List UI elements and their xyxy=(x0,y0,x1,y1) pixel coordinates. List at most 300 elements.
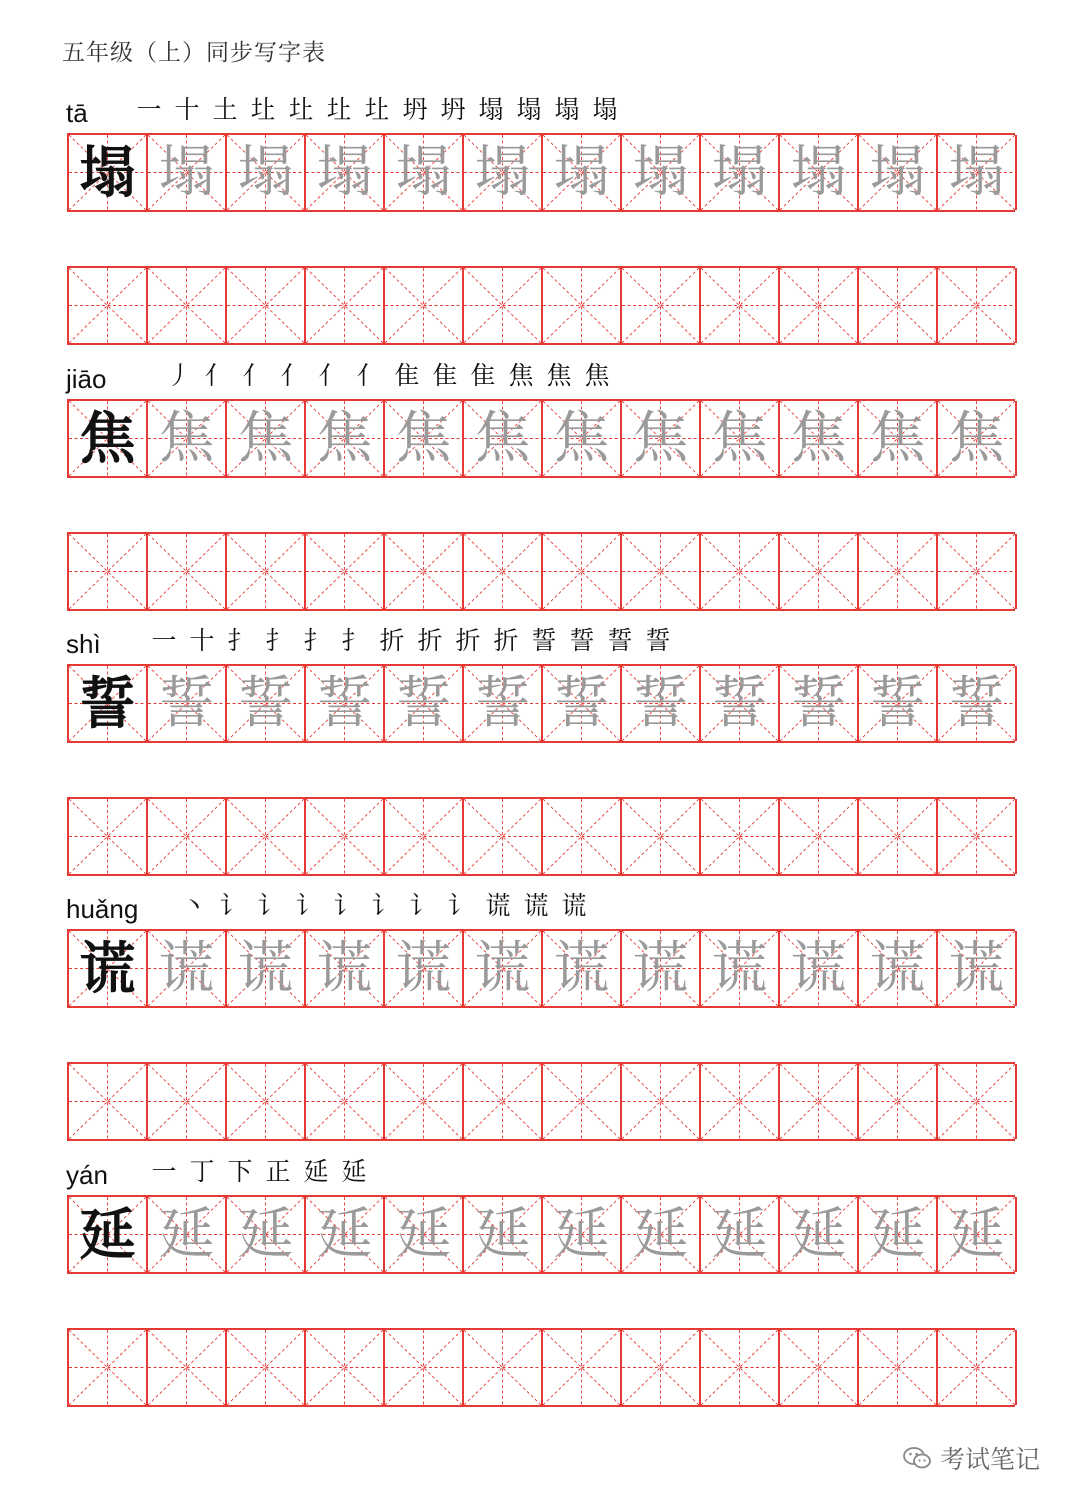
trace-character: 塌 xyxy=(553,139,610,205)
practice-cell[interactable] xyxy=(622,1064,701,1139)
trace-character: 延 xyxy=(316,1201,373,1267)
trace-cell[interactable] xyxy=(306,1197,385,1272)
trace-cell[interactable] xyxy=(859,1197,938,1272)
stroke-step xyxy=(312,358,350,394)
practice-cell[interactable] xyxy=(622,268,701,343)
practice-cell[interactable] xyxy=(543,799,622,874)
trace-cell[interactable] xyxy=(780,135,859,210)
grid-guide-lines xyxy=(622,268,699,343)
trace-character: 谎 xyxy=(553,935,610,1001)
stroke-step-glyph: 坍 xyxy=(440,95,466,124)
grid-guide-lines xyxy=(859,1064,936,1139)
trace-character: 塌 xyxy=(316,139,373,205)
grid-guide-lines xyxy=(464,268,541,343)
practice-cell[interactable] xyxy=(701,534,780,609)
practice-cell[interactable] xyxy=(227,799,306,874)
trace-character: 延 xyxy=(711,1201,768,1267)
stroke-step xyxy=(145,1154,183,1190)
trace-character: 塌 xyxy=(395,139,452,205)
stroke-step-glyph: 隹 xyxy=(470,361,496,390)
grid-guide-lines xyxy=(385,799,462,874)
grid-guide-lines xyxy=(464,1064,541,1139)
stroke-step xyxy=(198,358,236,394)
practice-cell[interactable] xyxy=(859,1064,938,1139)
stroke-step-glyph: 土 xyxy=(212,95,238,124)
practice-cell[interactable] xyxy=(69,1330,148,1405)
grid-guide-lines xyxy=(227,799,304,874)
model-cell[interactable] xyxy=(69,401,148,476)
pinyin-label: yán xyxy=(66,1160,108,1190)
trace-character: 誓 xyxy=(395,670,452,736)
trace-cell[interactable] xyxy=(148,666,227,741)
practice-cell[interactable] xyxy=(306,534,385,609)
stroke-step-glyph: 一 xyxy=(136,95,162,124)
stroke-step-glyph: 折 xyxy=(455,626,481,655)
trace-cell[interactable] xyxy=(780,401,859,476)
practice-cell[interactable] xyxy=(780,799,859,874)
grid-guide-lines xyxy=(938,1064,1015,1139)
pinyin-label: jiāo xyxy=(66,364,107,394)
stroke-step xyxy=(479,888,517,924)
practice-cell[interactable] xyxy=(464,268,543,343)
stroke-step-glyph: 圵 xyxy=(250,95,276,124)
practice-cell[interactable] xyxy=(938,1064,1017,1139)
grid-guide-lines xyxy=(701,1064,778,1139)
practice-cell[interactable] xyxy=(464,1064,543,1139)
grid-guide-lines xyxy=(227,1064,304,1139)
practice-cell[interactable] xyxy=(780,1064,859,1139)
grid-guide-lines xyxy=(306,1064,383,1139)
stroke-step xyxy=(282,92,320,128)
stroke-step-glyph: 丶 xyxy=(181,891,207,920)
trace-cell[interactable] xyxy=(543,1197,622,1272)
grid-guide-lines xyxy=(385,1064,462,1139)
trace-character: 延 xyxy=(158,1201,215,1267)
stroke-step-glyph: 下 xyxy=(227,1157,253,1186)
practice-cell[interactable] xyxy=(701,268,780,343)
stroke-step-glyph: 焦 xyxy=(508,361,534,390)
stroke-step-glyph: 扌 xyxy=(341,626,367,655)
practice-cell[interactable] xyxy=(780,1330,859,1405)
trace-cell[interactable] xyxy=(306,401,385,476)
trace-cell[interactable] xyxy=(464,931,543,1006)
trace-character: 延 xyxy=(948,1201,1005,1267)
trace-cell[interactable] xyxy=(543,135,622,210)
stroke-step-glyph: 焦 xyxy=(546,361,572,390)
practice-cell[interactable] xyxy=(69,534,148,609)
stroke-step-glyph: 塌 xyxy=(478,95,504,124)
practice-cell[interactable] xyxy=(859,799,938,874)
pinyin-label: shì xyxy=(66,629,101,659)
trace-cell[interactable] xyxy=(385,666,464,741)
trace-cell[interactable] xyxy=(859,931,938,1006)
stroke-step-glyph: 讠 xyxy=(371,891,397,920)
trace-cell[interactable] xyxy=(306,931,385,1006)
trace-row xyxy=(67,929,1015,1008)
practice-cell[interactable] xyxy=(385,268,464,343)
stroke-step xyxy=(274,358,312,394)
grid-guide-lines xyxy=(859,799,936,874)
stroke-step xyxy=(441,888,479,924)
stroke-step-glyph: 圵 xyxy=(288,95,314,124)
grid-guide-lines xyxy=(859,534,936,609)
stroke-step-glyph: 一 xyxy=(151,626,177,655)
trace-character: 誓 xyxy=(632,670,689,736)
stroke-step-glyph: 亻 xyxy=(356,361,382,390)
trace-cell[interactable] xyxy=(701,135,780,210)
stroke-step-glyph: 誓 xyxy=(645,626,671,655)
trace-cell[interactable] xyxy=(701,931,780,1006)
practice-cell[interactable] xyxy=(464,1330,543,1405)
stroke-step xyxy=(434,92,472,128)
stroke-step xyxy=(145,623,183,659)
model-cell[interactable] xyxy=(69,135,148,210)
trace-cell[interactable] xyxy=(385,931,464,1006)
page-title: 五年级（上）同步写字表 xyxy=(62,40,326,66)
stroke-step xyxy=(297,1154,335,1190)
trace-cell[interactable] xyxy=(464,666,543,741)
stroke-step-glyph: 坍 xyxy=(402,95,428,124)
stroke-order xyxy=(145,1154,373,1190)
stroke-step xyxy=(358,92,396,128)
practice-cell[interactable] xyxy=(69,268,148,343)
practice-cell[interactable] xyxy=(780,534,859,609)
model-cell[interactable] xyxy=(69,1197,148,1272)
practice-row xyxy=(67,1328,1015,1407)
grid-guide-lines xyxy=(938,799,1015,874)
trace-character: 焦 xyxy=(395,405,452,471)
practice-cell[interactable] xyxy=(227,268,306,343)
trace-character: 誓 xyxy=(474,670,531,736)
practice-cell[interactable] xyxy=(622,534,701,609)
stroke-step-glyph: 折 xyxy=(417,626,443,655)
trace-character: 焦 xyxy=(158,405,215,471)
stroke-step xyxy=(221,623,259,659)
trace-cell[interactable] xyxy=(385,401,464,476)
stroke-step xyxy=(175,888,213,924)
grid-guide-lines xyxy=(780,1064,857,1139)
stroke-step-glyph: 扌 xyxy=(303,626,329,655)
trace-character: 誓 xyxy=(869,670,926,736)
grid-guide-lines xyxy=(385,268,462,343)
stroke-step-glyph: 誓 xyxy=(531,626,557,655)
stroke-step xyxy=(335,623,373,659)
grid-guide-lines xyxy=(622,534,699,609)
practice-cell[interactable] xyxy=(938,268,1017,343)
trace-row xyxy=(67,133,1015,212)
practice-cell[interactable] xyxy=(69,799,148,874)
grid-guide-lines xyxy=(306,1330,383,1405)
practice-cell[interactable] xyxy=(69,1064,148,1139)
trace-cell[interactable] xyxy=(543,666,622,741)
practice-cell[interactable] xyxy=(464,534,543,609)
practice-cell[interactable] xyxy=(148,799,227,874)
practice-cell[interactable] xyxy=(148,1330,227,1405)
trace-row xyxy=(67,1195,1015,1274)
practice-cell[interactable] xyxy=(148,1064,227,1139)
grid-guide-lines xyxy=(622,1064,699,1139)
trace-character: 誓 xyxy=(948,670,1005,736)
stroke-step-glyph: 十 xyxy=(189,626,215,655)
practice-cell[interactable] xyxy=(385,534,464,609)
stroke-step xyxy=(221,1154,259,1190)
stroke-step-glyph: 谎 xyxy=(523,891,549,920)
stroke-step-glyph: 讠 xyxy=(333,891,359,920)
practice-cell[interactable] xyxy=(543,534,622,609)
trace-cell[interactable] xyxy=(938,401,1017,476)
trace-character: 延 xyxy=(237,1201,294,1267)
stroke-step xyxy=(327,888,365,924)
practice-row xyxy=(67,266,1015,345)
trace-character: 塌 xyxy=(158,139,215,205)
stroke-step-glyph: 谎 xyxy=(561,891,587,920)
practice-cell[interactable] xyxy=(385,799,464,874)
trace-character: 谎 xyxy=(869,935,926,1001)
stroke-order xyxy=(175,888,593,924)
grid-guide-lines xyxy=(780,1330,857,1405)
trace-character: 谎 xyxy=(395,935,452,1001)
grid-guide-lines xyxy=(780,534,857,609)
trace-cell[interactable] xyxy=(148,1197,227,1272)
grid-guide-lines xyxy=(543,534,620,609)
trace-cell[interactable] xyxy=(859,666,938,741)
grid-guide-lines xyxy=(938,534,1015,609)
trace-character: 延 xyxy=(474,1201,531,1267)
grid-guide-lines xyxy=(385,534,462,609)
stroke-step-glyph: 亻 xyxy=(242,361,268,390)
practice-cell[interactable] xyxy=(938,1330,1017,1405)
trace-cell[interactable] xyxy=(464,401,543,476)
character-section xyxy=(0,92,1080,358)
trace-cell[interactable] xyxy=(938,135,1017,210)
trace-cell[interactable] xyxy=(227,401,306,476)
trace-character: 谎 xyxy=(316,935,373,1001)
stroke-step-glyph: 隹 xyxy=(394,361,420,390)
practice-cell[interactable] xyxy=(306,268,385,343)
stroke-step-glyph: 塌 xyxy=(592,95,618,124)
practice-cell[interactable] xyxy=(385,1330,464,1405)
stroke-step xyxy=(411,623,449,659)
trace-character: 延 xyxy=(869,1201,926,1267)
character-section xyxy=(0,888,1080,1154)
practice-cell[interactable] xyxy=(938,534,1017,609)
grid-guide-lines xyxy=(148,1064,225,1139)
practice-cell[interactable] xyxy=(622,799,701,874)
stroke-step xyxy=(320,92,358,128)
practice-cell[interactable] xyxy=(227,534,306,609)
stroke-step xyxy=(639,623,677,659)
stroke-step xyxy=(403,888,441,924)
trace-cell[interactable] xyxy=(306,666,385,741)
practice-row xyxy=(67,1062,1015,1141)
stroke-step xyxy=(236,358,274,394)
stroke-step xyxy=(525,623,563,659)
pinyin-label: tā xyxy=(66,98,88,128)
practice-cell[interactable] xyxy=(701,1064,780,1139)
model-character: 焦 xyxy=(79,405,136,472)
trace-cell[interactable] xyxy=(622,135,701,210)
trace-character: 延 xyxy=(553,1201,610,1267)
stroke-step xyxy=(426,358,464,394)
stroke-step-glyph: 折 xyxy=(493,626,519,655)
trace-cell[interactable] xyxy=(780,1197,859,1272)
trace-cell[interactable] xyxy=(622,1197,701,1272)
trace-cell[interactable] xyxy=(148,135,227,210)
stroke-step xyxy=(244,92,282,128)
trace-cell[interactable] xyxy=(385,135,464,210)
stroke-step-glyph: 谎 xyxy=(485,891,511,920)
trace-cell[interactable] xyxy=(859,135,938,210)
grid-guide-lines xyxy=(701,534,778,609)
practice-cell[interactable] xyxy=(306,1064,385,1139)
practice-cell[interactable] xyxy=(306,799,385,874)
practice-cell[interactable] xyxy=(543,268,622,343)
model-cell[interactable] xyxy=(69,931,148,1006)
trace-cell[interactable] xyxy=(938,1197,1017,1272)
trace-cell[interactable] xyxy=(701,666,780,741)
trace-character: 谎 xyxy=(158,935,215,1001)
stroke-step-glyph: 讠 xyxy=(219,891,245,920)
character-section xyxy=(0,358,1080,624)
stroke-step xyxy=(472,92,510,128)
stroke-step xyxy=(563,623,601,659)
grid-guide-lines xyxy=(464,1330,541,1405)
practice-cell[interactable] xyxy=(701,1330,780,1405)
grid-guide-lines xyxy=(622,1330,699,1405)
trace-character: 誓 xyxy=(237,670,294,736)
grid-guide-lines xyxy=(227,534,304,609)
grid-guide-lines xyxy=(227,268,304,343)
trace-cell[interactable] xyxy=(306,135,385,210)
practice-cell[interactable] xyxy=(227,1064,306,1139)
trace-character: 谎 xyxy=(948,935,1005,1001)
stroke-step xyxy=(388,358,426,394)
stroke-step-glyph: 誓 xyxy=(607,626,633,655)
trace-cell[interactable] xyxy=(148,401,227,476)
grid-guide-lines xyxy=(701,268,778,343)
practice-cell[interactable] xyxy=(464,799,543,874)
stroke-step xyxy=(540,358,578,394)
trace-cell[interactable] xyxy=(780,666,859,741)
stroke-step-glyph: 塌 xyxy=(516,95,542,124)
trace-cell[interactable] xyxy=(148,931,227,1006)
trace-cell[interactable] xyxy=(464,135,543,210)
trace-character: 谎 xyxy=(632,935,689,1001)
trace-cell[interactable] xyxy=(701,401,780,476)
stroke-order xyxy=(130,92,624,128)
practice-cell[interactable] xyxy=(148,268,227,343)
trace-cell[interactable] xyxy=(622,401,701,476)
stroke-step-glyph: 一 xyxy=(151,1157,177,1186)
practice-cell[interactable] xyxy=(543,1330,622,1405)
wechat-icon xyxy=(902,1445,932,1471)
trace-cell[interactable] xyxy=(227,135,306,210)
practice-cell[interactable] xyxy=(385,1064,464,1139)
trace-cell[interactable] xyxy=(227,666,306,741)
practice-cell[interactable] xyxy=(938,799,1017,874)
trace-cell[interactable] xyxy=(227,931,306,1006)
pinyin-label: huǎng xyxy=(66,894,139,924)
practice-cell[interactable] xyxy=(622,1330,701,1405)
trace-cell[interactable] xyxy=(227,1197,306,1272)
stroke-step-glyph: 亻 xyxy=(280,361,306,390)
stroke-step-glyph: 讠 xyxy=(295,891,321,920)
grid-guide-lines xyxy=(69,1064,146,1139)
trace-cell[interactable] xyxy=(701,1197,780,1272)
practice-cell[interactable] xyxy=(859,268,938,343)
model-cell[interactable] xyxy=(69,666,148,741)
trace-character: 塌 xyxy=(474,139,531,205)
practice-cell[interactable] xyxy=(859,534,938,609)
trace-cell[interactable] xyxy=(938,666,1017,741)
stroke-step-glyph: 折 xyxy=(379,626,405,655)
stroke-step xyxy=(160,358,198,394)
trace-cell[interactable] xyxy=(464,1197,543,1272)
trace-cell[interactable] xyxy=(543,931,622,1006)
grid-guide-lines xyxy=(227,1330,304,1405)
stroke-step xyxy=(350,358,388,394)
watermark xyxy=(902,1440,1040,1476)
trace-character: 谎 xyxy=(237,935,294,1001)
trace-cell[interactable] xyxy=(622,666,701,741)
stroke-step xyxy=(168,92,206,128)
grid-guide-lines xyxy=(859,268,936,343)
trace-row xyxy=(67,664,1015,743)
stroke-step-glyph: 隹 xyxy=(432,361,458,390)
character-section xyxy=(0,623,1080,889)
grid-guide-lines xyxy=(69,534,146,609)
stroke-step xyxy=(517,888,555,924)
stroke-order xyxy=(160,358,616,394)
trace-cell[interactable] xyxy=(780,931,859,1006)
trace-cell[interactable] xyxy=(859,401,938,476)
stroke-step xyxy=(578,358,616,394)
trace-character: 誓 xyxy=(316,670,373,736)
practice-cell[interactable] xyxy=(148,534,227,609)
grid-guide-lines xyxy=(306,268,383,343)
grid-guide-lines xyxy=(69,1330,146,1405)
stroke-step xyxy=(213,888,251,924)
practice-cell[interactable] xyxy=(227,1330,306,1405)
stroke-step xyxy=(449,623,487,659)
trace-character: 谎 xyxy=(474,935,531,1001)
trace-cell[interactable] xyxy=(938,931,1017,1006)
practice-cell[interactable] xyxy=(859,1330,938,1405)
trace-cell[interactable] xyxy=(543,401,622,476)
practice-cell[interactable] xyxy=(543,1064,622,1139)
practice-row xyxy=(67,532,1015,611)
stroke-step xyxy=(289,888,327,924)
trace-cell[interactable] xyxy=(622,931,701,1006)
watermark-text: 考试笔记 xyxy=(939,1445,1040,1474)
grid-guide-lines xyxy=(543,1330,620,1405)
trace-character: 焦 xyxy=(869,405,926,471)
stroke-step xyxy=(601,623,639,659)
practice-cell[interactable] xyxy=(701,799,780,874)
trace-character: 延 xyxy=(395,1201,452,1267)
trace-character: 誓 xyxy=(553,670,610,736)
stroke-step xyxy=(183,623,221,659)
stroke-step-glyph: 亻 xyxy=(318,361,344,390)
trace-cell[interactable] xyxy=(385,1197,464,1272)
practice-cell[interactable] xyxy=(780,268,859,343)
trace-character: 焦 xyxy=(948,405,1005,471)
trace-row xyxy=(67,399,1015,478)
trace-character: 焦 xyxy=(237,405,294,471)
practice-cell[interactable] xyxy=(306,1330,385,1405)
stroke-step-glyph: 丿 xyxy=(166,361,192,390)
grid-guide-lines xyxy=(148,268,225,343)
